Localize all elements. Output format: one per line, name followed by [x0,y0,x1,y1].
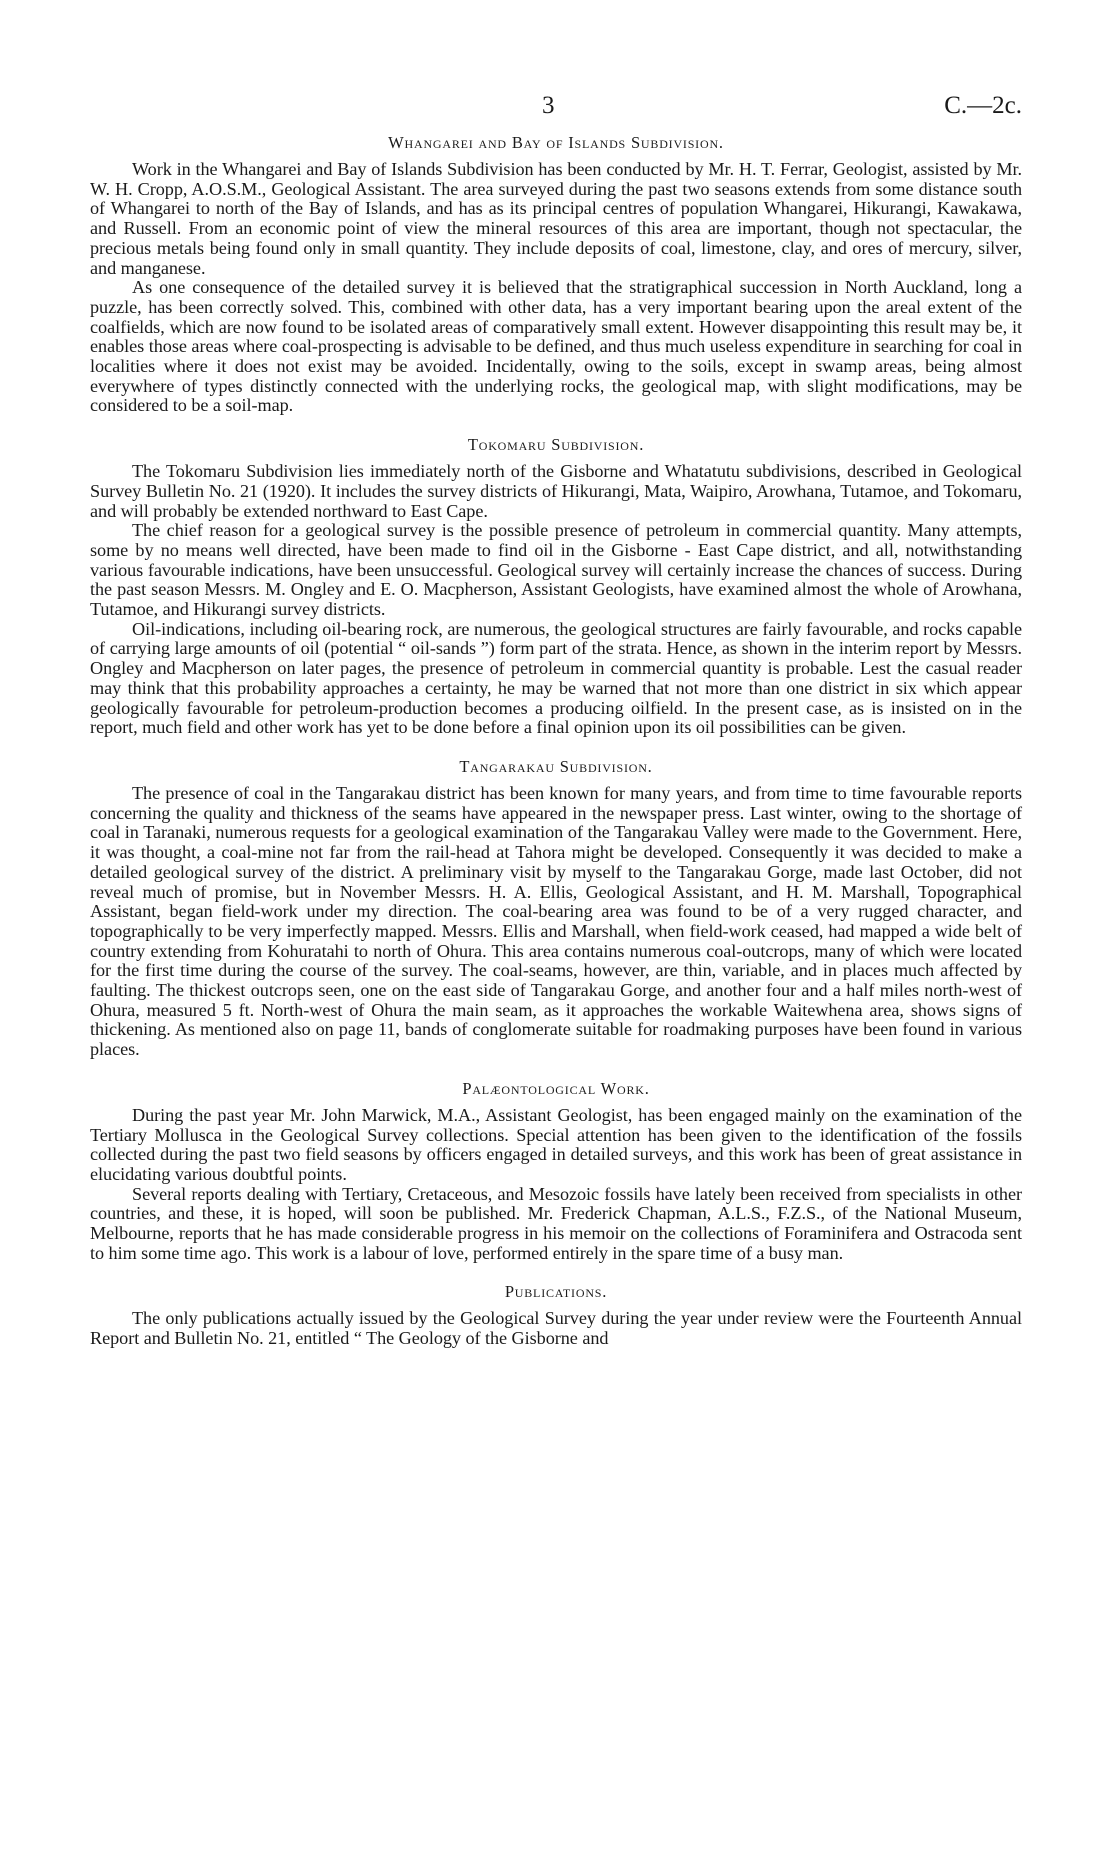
section-tangarakau [90,756,1022,1060]
section-publications [90,1281,1022,1348]
paragraph: The Tokomaru Subdivision lies immediately north of the Gisborne and Whatatutu subdivisions, described in Geological Survey Bulletin No. 21 (1920). It includes the survey districts of Hikurangi, Mata, Waipiro, Arowhana, Tutamoe, and Tokomaru, and will probably be extended northward to East Cape. [90,461,1022,521]
section-tokomaru [90,434,1022,738]
section-whangarei [90,132,1022,416]
paragraph: The chief reason for a geological survey is the possible presence of petroleum in commercial quantity. Many attempts, some by no means well directed, have been made to find oil in the Gisborne - East Cape district, and all, notwithstanding various favourable indications, have been unsuccessful. Geological survey will certainly increase the chances of success. During the past season Messrs. M. Ongley and E. O. Macpherson, Assistant Geologists, have examined almost the whole of Arowhana, Tutamoe, and Hikurangi survey districts. [90,520,1022,620]
section-heading: Tangarakau Subdivision. [459,756,653,776]
paragraph: Several reports dealing with Tertiary, Cretaceous, and Mesozoic fossils have lately been received from specialists in other countries, and these, it is hoped, will soon be published. Mr. Frederick Chapman, A.L.S., F.Z.S., of the National Museum, Melbourne, reports that he has made considerable progress in his memoir on the collections of Foraminifera and Ostracoda sent to him some time ago. This work is a labour of love, performed entirely in the spare time of a busy man. [90,1183,1022,1263]
paragraph: Work in the Whangarei and Bay of Islands Subdivision has been conducted by Mr. H. T. Ferrar, Geologist, assisted by Mr. W. H. Cropp, A.O.S.M., Geological Assistant. The area surveyed during the past two seasons extends from some distance south of Whangarei to north of the Bay of Islands, and has as its principal centres of population Whangarei, Hikurangi, Kawakawa, and Russell. From an economic point of view the mineral resources of this area are important, though not spectacular, the precious metals being found only in small quantity. They include deposits of coal, limestone, clay, and ores of mercury, silver, and manganese. [90,159,1022,278]
paragraph: During the past year Mr. John Marwick, M.A., Assistant Geologist, has been engaged mainly on the examination of the Tertiary Mollusca in the Geological Survey collections. Special attention has been given to the identification of the fossils collected during the past two field seasons by officers engaged in detailed surveys, and this work has been of great assistance in elucidating various doubtful points. [90,1104,1022,1184]
section-heading: Publications. [504,1282,608,1302]
paragraph: The presence of coal in the Tangarakau district has been known for many years, and from time to time favourable reports concerning the quality and thickness of the seams have appeared in the newspaper press. Last winter, owing to the shortage of coal in Taranaki, numerous requests for a geological examination of the Tangarakau Valley were made to the Government. Here, it was thought, a coal-mine not far from the rail-head at Tahora might be developed. Consequently it was decided to make a detailed geological survey of the district. A preliminary visit by myself to the Tangarakau Gorge, made last October, did not reveal much of promise, but in November Messrs. H. A. Ellis, Geological Assistant, and H. M. Marshall, Topographical Assistant, began field-work under my direction. The coal-bearing area was found to be of a very rugged character, and topographically to be very imperfectly mapped. Messrs. Ellis and Marshall, when field-work ceased, had mapped a wide belt of country extending from Kohuratahi to north of Ohura. This area contains numerous coal-outcrops, many of which were located for the first time during the course of the survey. The coal-seams, however, are thin, variable, and in places much affected by faulting. The thickest outcrops seen, one on the east side of Tangarakau Gorge, and another four and a half miles north-west of Ohura, measured 5 ft. North-west of Ohura the main seam, as it approaches the workable Waitewhena area, shows signs of thickening. As mentioned also on page 11, bands of conglomerate suitable for roadmaking purposes have been found in various places. [90,782,1022,1060]
page-number: 3 [542,92,555,119]
page-header [90,92,1022,132]
section-heading: Tokomaru Subdivision. [467,435,645,455]
section-heading: Palæontological Work. [462,1078,650,1098]
section-heading: Whangarei and Bay of Islands Subdivision. [388,133,724,152]
section-palaeontological [90,1078,1022,1264]
document-reference: C.—2c. [944,92,1022,119]
paragraph: As one consequence of the detailed survey it is believed that the stratigraphical succession in North Auckland, long a puzzle, has been correctly solved. This, combined with other data, has a very important bearing upon the areal extent of the coalfields, which are now found to be isolated areas of comparatively small extent. However disappointing this result may be, it enables those areas where coal-prospecting is advisable to be defined, and thus much useless expenditure in searching for coal in localities where it does not exist may be avoided. Incidentally, owing to the soils, except in swamp areas, being almost everywhere of types distinctly connected with the underlying rocks, the geological map, with slight modifications, may be considered to be a soil-map. [90,277,1022,416]
document-page [90,92,1022,1349]
paragraph: The only publications actually issued by the Geological Survey during the year under review were the Fourteenth Annual Report and Bulletin No. 21, entitled “ The Geology of the Gisborne and [90,1308,1022,1349]
paragraph: Oil-indications, including oil-bearing rock, are numerous, the geological structures are fairly favourable, and rocks capable of carrying large amounts of oil (potential “ oil-sands ”) form part of the strata. Hence, as shown in the interim report by Messrs. Ongley and Macpherson on later pages, the presence of petroleum in commercial quantity is probable. Lest the casual reader may think that this probability approaches a certainty, he may be warned that not more than one district in six which appear geologically favourable for petroleum-production becomes a producing oilfield. In the present case, as is insisted on in the report, much field and other work has yet to be done before a final opinion upon its oil possibilities can be given. [90,618,1022,738]
